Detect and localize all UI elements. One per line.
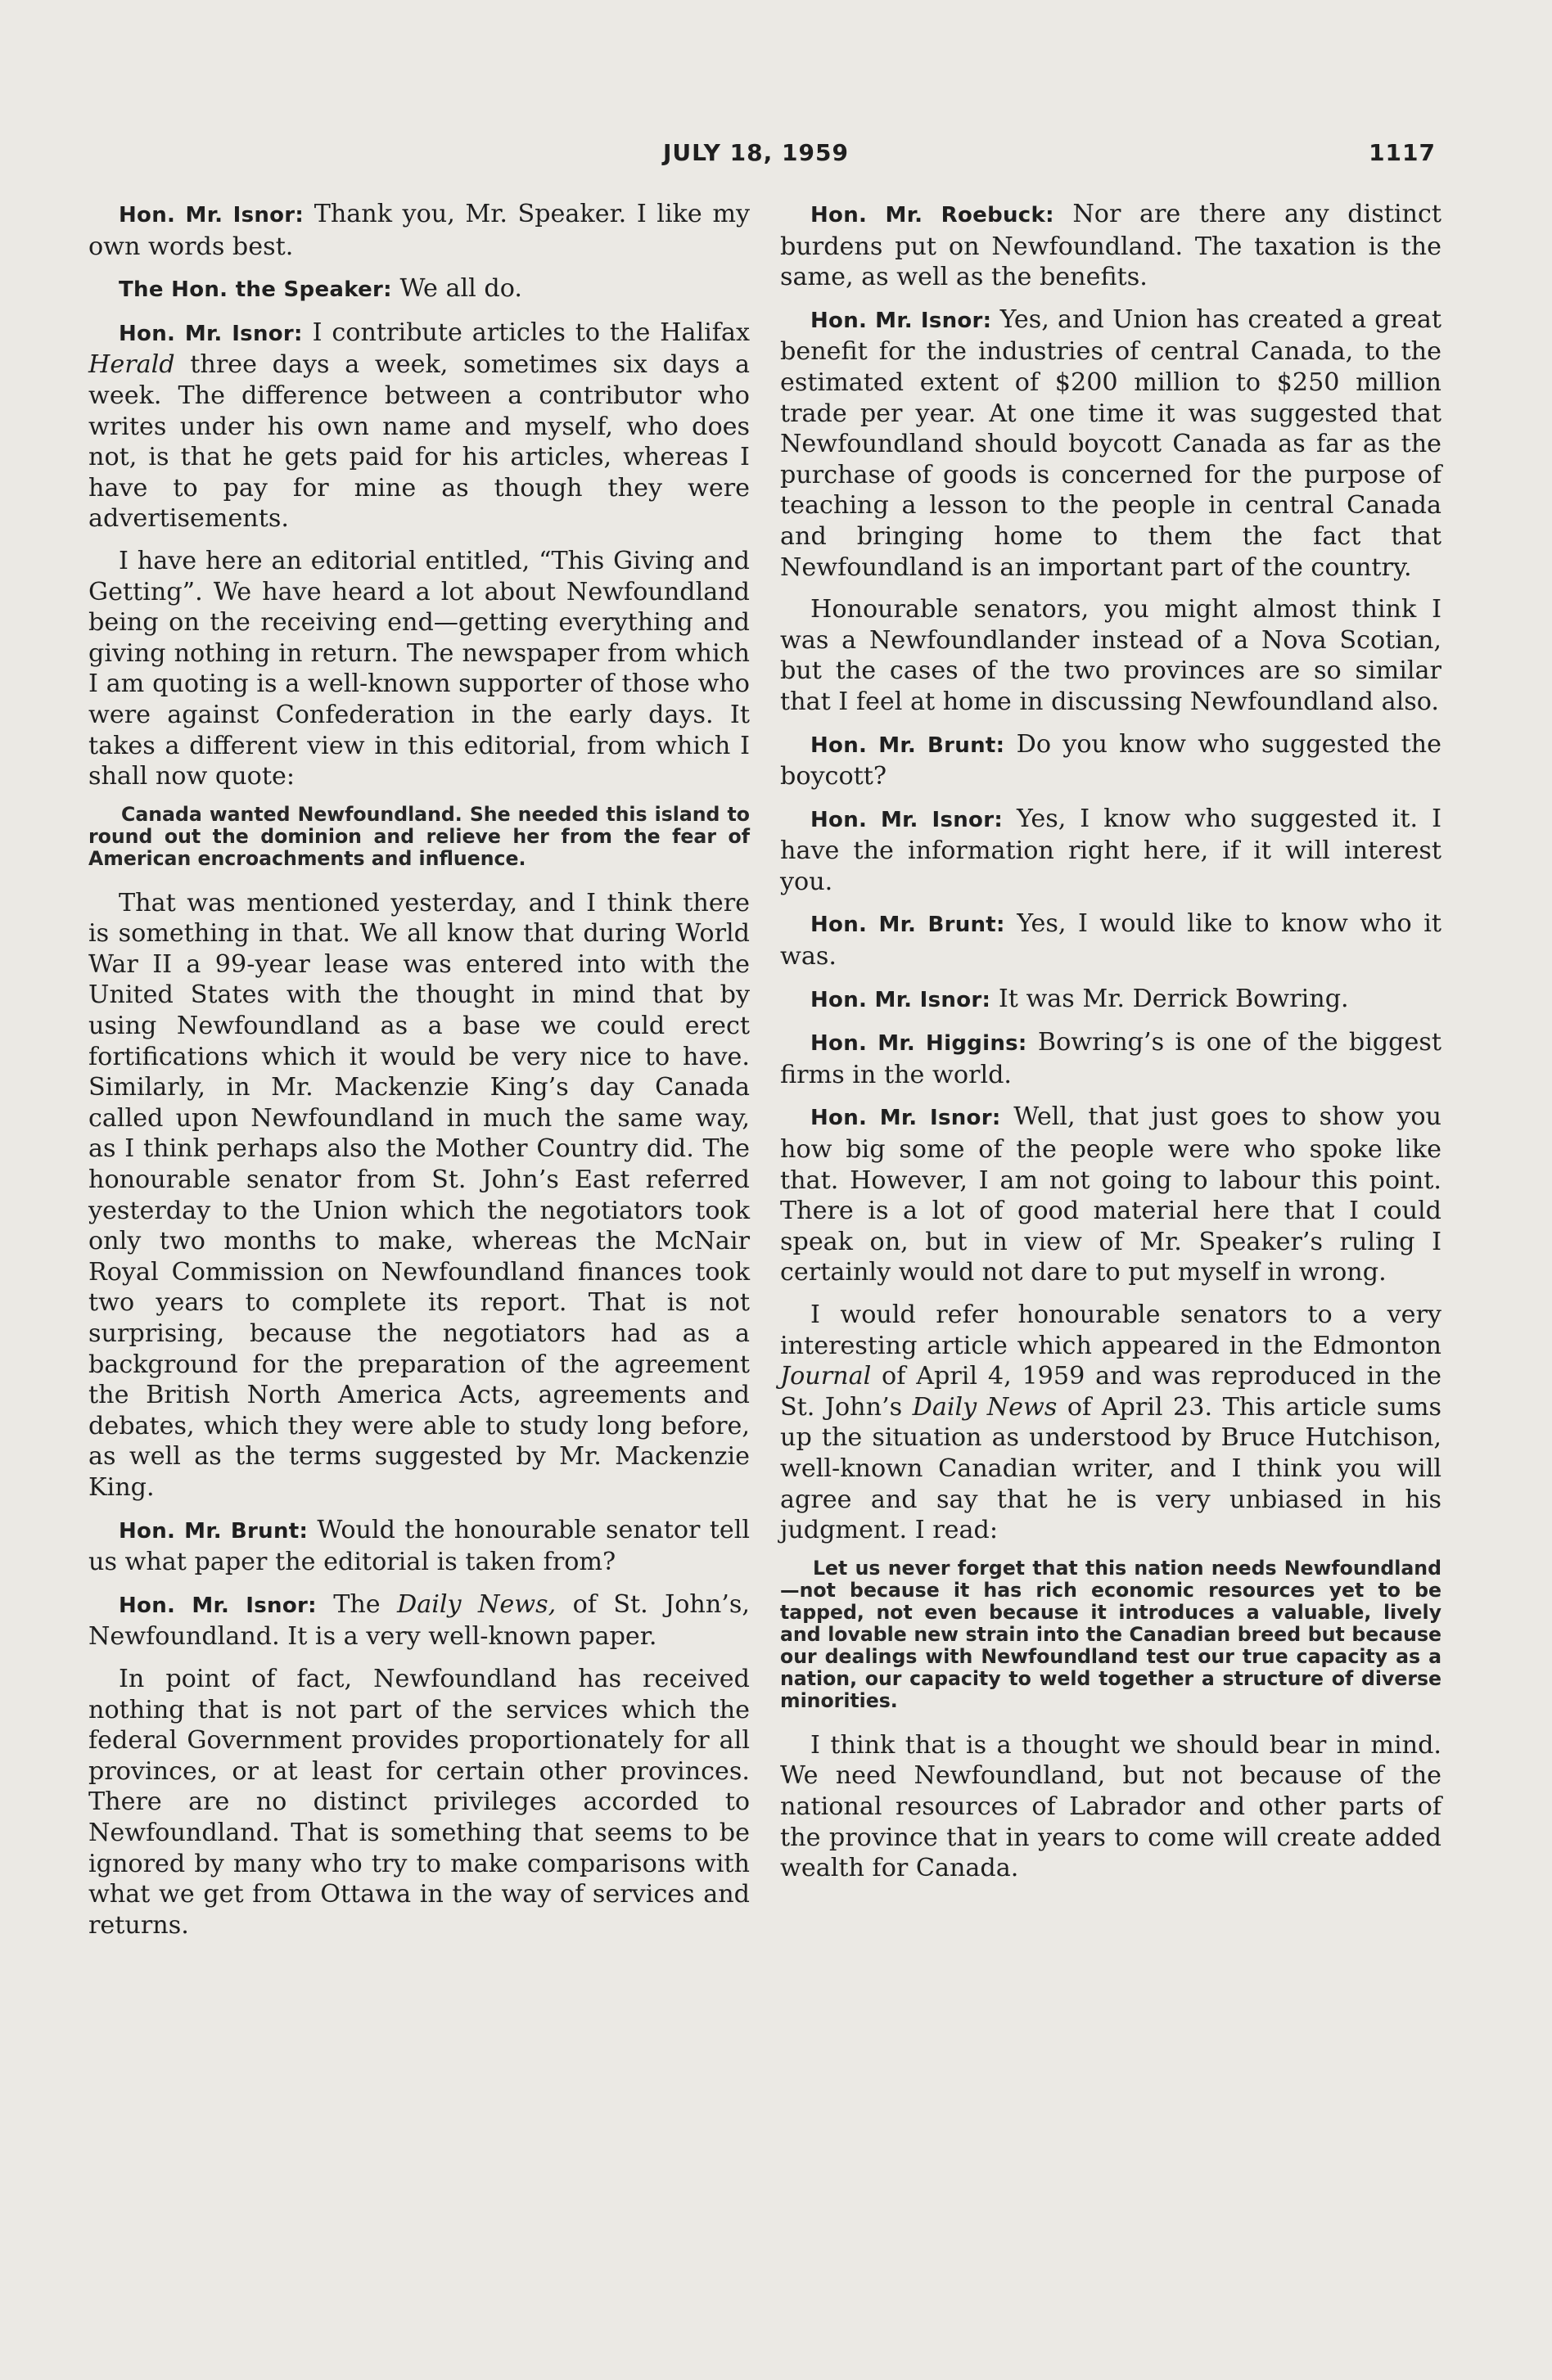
paragraph (88, 273, 750, 306)
paragraph (780, 984, 1441, 1016)
right-column (780, 199, 1441, 1895)
speech-text: Well, that just goes to show you how big some of the people were who spoke like that. However, I am not going to labour this point. There is a lot of good material here that I could speak on, but in view of Mr. Speaker’s ruling I certainly would not dare to put myself in wrong. (780, 1102, 1441, 1287)
speech-text: of St. John’s, Newfoundland. It is a very well-known paper. (88, 1589, 750, 1652)
speaker-name: Hon. Mr. Brunt: (119, 1518, 309, 1544)
page-number: 1117 (1369, 139, 1436, 166)
paragraph (780, 908, 1441, 971)
speaker-name: Hon. Mr. Roebuck: (810, 203, 1054, 228)
speaker-name: Hon. Mr. Isnor: (119, 1593, 317, 1618)
speech-text: I contribute articles to the Halifax (302, 318, 750, 347)
paragraph: Honourable senators, you might almost think I was a Newfoundlander instead of a Nova Scotian, but the cases of the two provinces are so similar that I feel at home in discussing Newfoundland also. (780, 595, 1441, 716)
italic-title: Journal (780, 1362, 872, 1391)
speech-text: Thank you, Mr. Speaker. I like my own words best. (88, 200, 751, 261)
paragraph (780, 199, 1441, 293)
speaker-name: Hon. Mr. Isnor: (810, 308, 992, 333)
speaker-name: Hon. Mr. Brunt: (810, 913, 1005, 938)
speech-text: Yes, and Union has created a great benefit for the industries of central Canada, to the estimated extent of $200 million to $250 million trade per year. At one time it was suggested that Newfoundland should boycott Canada as far as the purchase of goods is concerned for the purpose of teaching a lesson to the people in central Canada and bringing home to them the fact that Newfoundland is an important part of the country. (780, 304, 1442, 582)
speaker-name: Hon. Mr. Isnor: (810, 1106, 1001, 1131)
speaker-name: Hon. Mr. Isnor: (810, 807, 1004, 832)
left-column (88, 199, 750, 1952)
paragraph (88, 318, 750, 534)
speech-text: The (316, 1589, 398, 1619)
paragraph (88, 199, 750, 262)
paragraph: I think that is a thought we should bear in mind. We need Newfoundland, but not because of the national resources of Labrador and other parts of the province that in years to come will create added wealth for Canada. (780, 1730, 1441, 1883)
speech-text: three days a week, sometimes six days a week. The difference between a contributor who writes under his own name and myself, who does not, is that he gets paid for his articles, whereas I have to pay for mine as though they were advertisements. (88, 350, 750, 534)
speech-text: Nor are there any distinct burdens put on Newfoundland. The taxation is the same, as well as the benefits. (780, 200, 1441, 292)
paragraph: I have here an editorial entitled, “This Giving and Getting”. We have heard a lot about Newfoundland being on the receiving end—getting everything and giving nothing in return. The newspaper from which I am quoting is a well-known supporter of those who were against Confederation in the early days. It takes a different view in this editorial, from which I shall now quote: (88, 546, 750, 791)
paragraph (780, 1027, 1441, 1090)
paragraph (88, 1515, 750, 1578)
header-date: JULY 18, 1959 (663, 139, 849, 166)
italic-title: Daily News, (397, 1589, 557, 1619)
speech-text: of April 4, 1959 and was reproduced in the St. John’s (780, 1362, 1441, 1422)
paragraph (780, 1300, 1441, 1546)
paragraph (780, 1102, 1441, 1288)
speech-text: Yes, I would like to know who it was. (780, 909, 1441, 971)
speaker-name: Hon. Mr. Isnor: (810, 987, 991, 1012)
italic-title: Herald (88, 350, 175, 380)
speaker-name: Hon. Mr. Isnor: (119, 203, 305, 228)
paragraph: That was mentioned yesterday, and I think there is something in that. We all know that during World War II a 99-year lease was entered into with the United States with the thought in mind that by using Newfoundland as a base we could erect fortifications which it would be very nice to have. Similarly, in Mr. Mackenzie King’s day Canada called upon Newfoundland in much the same way, as I think perhaps also the Mother Country did. The honourable senator from St. John’s East referred yesterday to the Union which the negotiators took only two months to make, whereas the McNair Royal Commission on Newfoundland finances took two years to complete its report. That is not surprising, because the negotiators had as a background for the preparation of the agreement the British North America Acts, agreements and debates, which they were able to study long before, as well as the terms suggested by Mr. Mackenzie King. (88, 888, 750, 1502)
speech-text: Yes, I know who suggested it. I have the information right here, if it will interest you. (780, 804, 1441, 896)
paragraph (780, 304, 1441, 583)
paragraph (780, 729, 1441, 792)
speech-text: of April 23. This article sums up the situation as understood by Bruce Hutchison, well-known Canadian writer, and I think you will agree and say that he is very unbiased in his judgment. I read: (780, 1392, 1441, 1545)
page-header (0, 139, 1552, 172)
speaker-name: Hon. Mr. Brunt: (810, 732, 1005, 758)
speaker-name: Hon. Mr. Isnor: (119, 321, 303, 346)
italic-title: Daily News (912, 1392, 1058, 1422)
speaker-name: The Hon. the Speaker: (119, 277, 392, 303)
speaker-name: Hon. Mr. Higgins: (810, 1031, 1027, 1057)
speech-text: Would the honourable senator tell us what paper the editorial is taken from? (88, 1515, 750, 1577)
paragraph (88, 1589, 750, 1652)
speech-text: Bowring’s is one of the biggest firms in the world. (780, 1028, 1441, 1089)
block-quote: Let us never forget that this nation needs Newfoundland—not because it has rich economic resources yet to be tapped, not even because it introduces a valuable, lively and lovable new strain into the Canadian breed but because our dealings with Newfoundland test our true capacity as a nation, our capacity to weld together a structure of diverse minorities. (780, 1556, 1441, 1712)
speech-text: Do you know who suggested the boycott? (780, 729, 1441, 791)
block-quote: Canada wanted Newfoundland. She needed this island to round out the dominion and relieve her from the fear of American encroachments and influence. (88, 802, 750, 870)
speech-text: We all do. (391, 274, 522, 304)
speech-text: I would refer honourable senators to a very interesting article which appeared in the Edmonton (780, 1300, 1441, 1360)
paragraph (780, 804, 1441, 898)
speech-text: It was Mr. Derrick Bowring. (990, 984, 1349, 1013)
paragraph: In point of fact, Newfoundland has received nothing that is not part of the services which the federal Government provides proportionately for all provinces, or at least for certain other provinces. There are no distinct privileges accorded to Newfoundland. That is something that seems to be ignored by many who try to make comparisons with what we get from Ottawa in the way of services and returns. (88, 1664, 750, 1940)
